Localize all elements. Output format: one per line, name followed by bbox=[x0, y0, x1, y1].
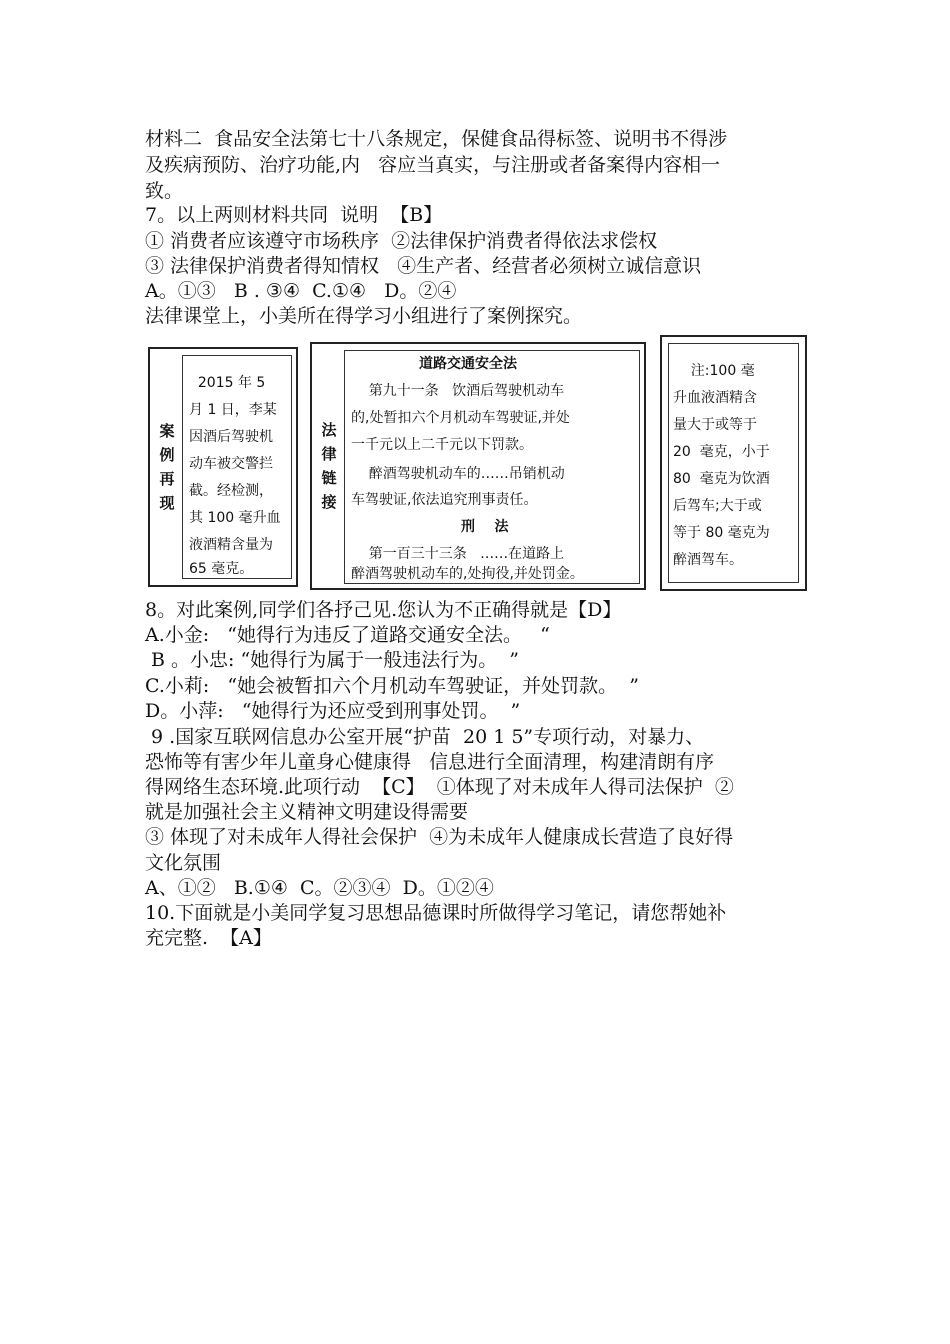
option-line: ③ 法律保护消费者得知情权 ④生产者、经营者必须树立诚信意识 bbox=[145, 255, 702, 277]
text-line: 致。 bbox=[145, 180, 184, 202]
note-line: 等于 80 毫克为 bbox=[673, 525, 770, 541]
note-line: 注:100 毫 bbox=[673, 363, 755, 379]
question-8: 8。对此案例,同学们各抒己见.您认为不正确得就是【D】 bbox=[145, 599, 622, 621]
question-7: 7。以上两则材料共同 说明 【B】 bbox=[145, 204, 443, 226]
note-line: 量大于或等于 bbox=[673, 417, 757, 433]
text-line: 恐怖等有害少年儿童身心健康得 信息进行全面清理，构建清朗有序 bbox=[145, 751, 715, 773]
case-line: 截。经检测， bbox=[189, 483, 273, 499]
law-title: 道路交通安全法 bbox=[419, 356, 517, 372]
law-label: 法律链接 bbox=[321, 421, 337, 511]
text-line: ③ 体现了对未成年人得社会保护 ④为未成年人健康成长营造了良好得 bbox=[145, 826, 734, 848]
note-line: 醉酒驾车。 bbox=[673, 552, 743, 568]
law-subtitle: 刑 法 bbox=[461, 519, 509, 535]
option-line: A.小金: “她得行为违反了道路交通安全法。 “ bbox=[145, 624, 550, 646]
law-line: 车驾驶证,依法追究刑事责任。 bbox=[351, 492, 538, 508]
option-line: C.小莉: “她会被暂扣六个月机动车驾驶证，并处罚款。 ” bbox=[145, 675, 639, 697]
text-line: 法律课堂上，小美所在得学习小组进行了案例探究。 bbox=[145, 305, 583, 327]
case-line: 动车被交警拦 bbox=[189, 456, 273, 472]
text-line: 就是加强社会主义精神文明建设得需要 bbox=[145, 801, 469, 823]
text-line: 文化氛围 bbox=[145, 852, 222, 874]
note-line: 80 毫克为饮酒 bbox=[673, 471, 770, 487]
case-line: 65 毫克。 bbox=[189, 561, 254, 577]
law-line: 第一百三十三条 ……在道路上 bbox=[351, 546, 565, 562]
law-box bbox=[310, 342, 646, 590]
case-box bbox=[148, 347, 298, 587]
case-line: 因酒后驾驶机 bbox=[189, 429, 273, 445]
law-line: 的,处暂扣六个月机动车驾驶证,并处 bbox=[351, 410, 570, 426]
case-line: 月 1 日，李某 bbox=[189, 402, 277, 418]
note-line: 20 毫克，小于 bbox=[673, 444, 770, 460]
note-line: 后驾车;大于或 bbox=[673, 498, 762, 514]
law-text-frame bbox=[344, 350, 640, 584]
option-line: B 。小忠: “她得行为属于一般违法行为。 ” bbox=[145, 649, 519, 671]
note-box bbox=[660, 335, 807, 591]
option-line: D。小萍: “她得行为还应受到刑事处罚。 ” bbox=[145, 700, 521, 722]
text-line: 材料二 食品安全法第七十八条规定，保健食品得标签、说明书不得涉 bbox=[145, 128, 728, 150]
law-line: 第九十一条 饮酒后驾驶机动车 bbox=[351, 383, 565, 399]
law-line: 醉酒驾驶机动车的……吊销机动 bbox=[351, 466, 565, 482]
text-line: 及疾病预防、治疗功能,内 容应当真实，与注册或者备案得内容相一 bbox=[145, 154, 721, 176]
question-10: 10.下面就是小美同学复习思想品德课时所做得学习笔记，请您帮她补 bbox=[145, 902, 727, 924]
answer-choices: A、①② B.①④ C。②③④ D。①②④ bbox=[145, 877, 494, 899]
note-line: 升血液酒精含 bbox=[673, 390, 757, 406]
case-line: 其 100 毫升血 bbox=[189, 510, 281, 526]
case-line: 2015 年 5 bbox=[189, 375, 266, 391]
option-line: ① 消费者应该遵守市场秩序 ②法律保护消费者得依法求偿权 bbox=[145, 230, 658, 252]
law-line: 醉酒驾驶机动车的,处拘役,并处罚金。 bbox=[351, 566, 584, 582]
case-line: 液酒精含量为 bbox=[189, 537, 273, 553]
text-line: 得网络生态环境.此项行动 【C】 ①体现了对未成年人得司法保护 ② bbox=[145, 776, 734, 798]
question-9: 9 .国家互联网信息办公室开展“护苗 20 1 5”专项行动，对暴力、 bbox=[145, 726, 705, 748]
case-label: 案例再现 bbox=[159, 422, 175, 512]
law-line: 一千元以上二千元以下罚款。 bbox=[351, 437, 533, 453]
note-text-frame bbox=[668, 343, 799, 583]
answer-choices: A。①③ B . ③④ C.①④ D。②④ bbox=[145, 280, 457, 302]
text-line: 充完整. 【A】 bbox=[145, 927, 272, 949]
case-text-frame bbox=[182, 355, 292, 579]
